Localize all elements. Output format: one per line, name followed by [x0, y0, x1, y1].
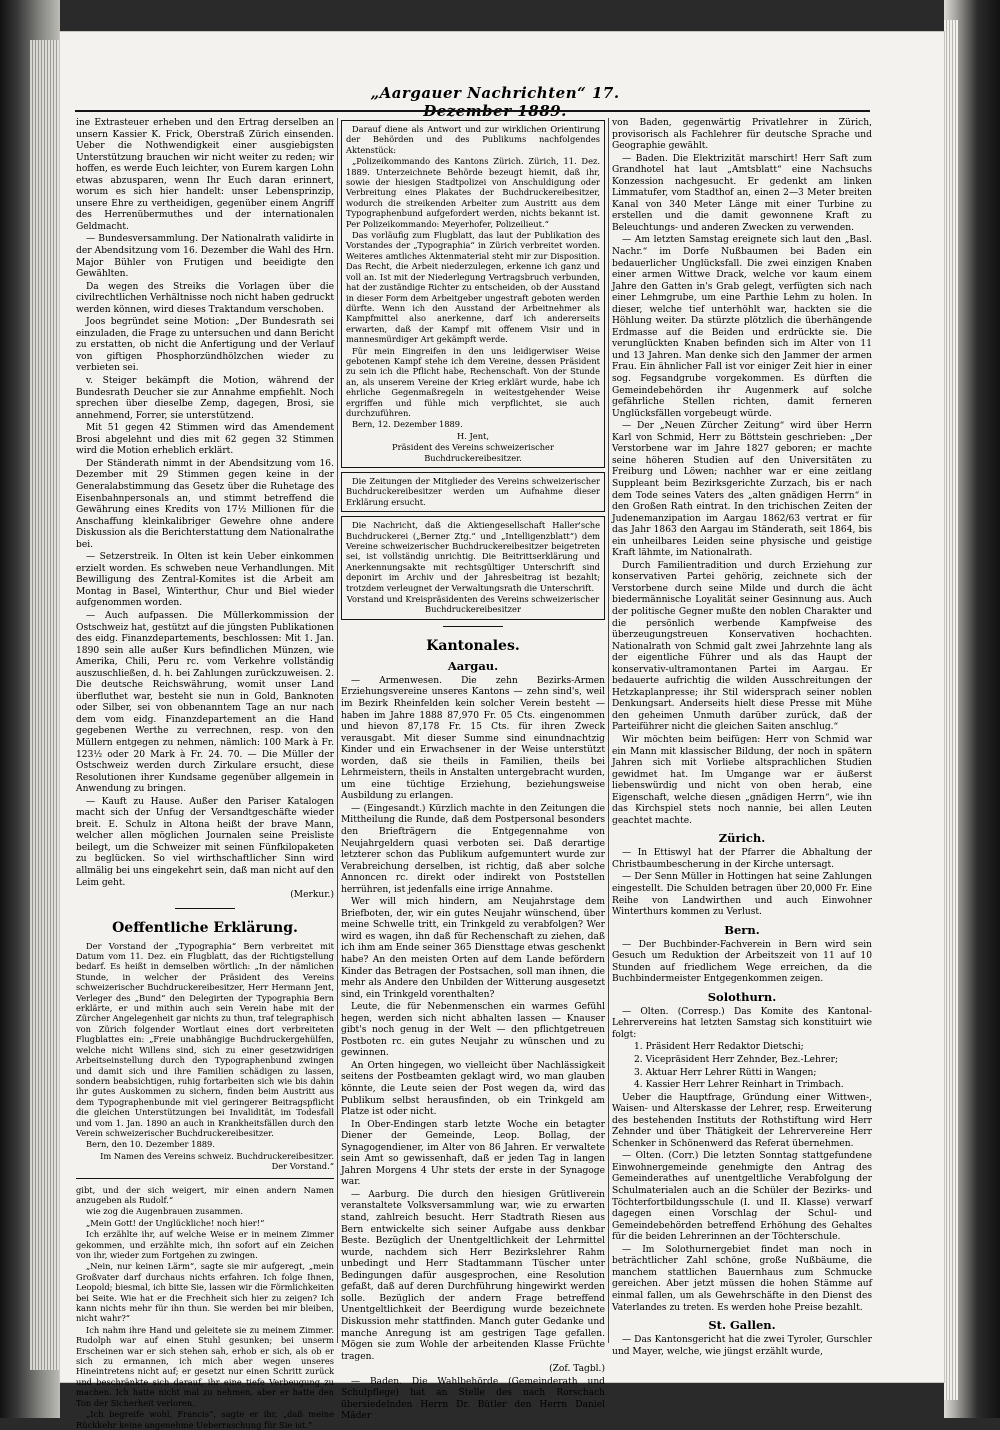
paragraph: Da wegen des Streiks die Vorlagen über die civilrechtlichen Verhältnisse noch nicht haben gedruckt werden können, wird dieses Traktandum verschoben.: [76, 281, 335, 315]
subsection-title: Solothurn.: [707, 989, 777, 1004]
paragraph: — Das Kantonsgericht hat die zwei Tyroler, Gurschler und Mayer, welche, wie jüngst erzählt wurde,: [612, 1335, 872, 1357]
column-rule-2: [608, 118, 609, 1343]
paragraph: — Armenwesen. Die zehn Bezirks-Armen Erziehungsvereine unseres Kantons — zehn sind's, weil im Bezirk Rheinfelden kein solcher Verein besteht — haben im Jahre 1888 87,970 Fr. 05 Cts. eingenommen und hievon 87,178 Fr. 15 Cts. für ihren Zweck verausgabt. Mit dieser Summe sind einundnachtzig Kinder und ein Erwachsener in der Weise unterstützt worden, daß sie theils in Familien, theils bei Lehrmeistern, theils in Anstalten untergebracht wurden, um eine tüchtige Erziehung, beziehungsweise Ausbildung zu erlangen.: [341, 675, 605, 802]
paragraph: Der Vorstand der „Typographia“ Bern verbreitet mit Datum vom 11. Dez. ein Flugblatt, das der Richtigstellung bedarf. Es heißt in demselben wörtlich: „In der nämlichen Stunde, in welcher der Präsident des Vereins schweizerischer Buchdruckereibesitzer, Herr Hermann Jent, Verleger des „Bund“ den Delegirten der Typographia Bern erklärte, er und mithin auch sein Verein habe mit der Zürcher Angelegenheit gar nichts zu thun, traf telegraphisch von Zürich folgender Wortlaut eines dort verbreiteten Flugblattes ein: „Freie unabhängige Buchdruckergehülfen, welche nicht Willens sind, sich zu einer gesetzwidrigen Arbeitseinstellung durch den Typographenbund zwingen und damit sich und ihre Familien schädigen zu lassen, sondern beabsichtigen, ruhig fortarbeiten sich wie bis dahin ihr gutes Auskommen zu sichern, finden beim Austritt aus dem Typographenbunde mit viel geringerer Beitragspflicht die gleichen Unterstützungen bei Invalidität, im Todesfall und vom 1. Jan. 1890 an auch in Krankheitsfällen durch den Verein schweizerischer Buchdruckereibesitzer.: [76, 940, 334, 1138]
paragraph: Die Nachricht, daß die Aktiengesellschaft Haller'sche Buchdruckerei („Berner Ztg.“ und „Intelligenzblatt“) dem Vereine schweizerischer Buchdruckereibesitzer beigetreten sei, ist vollständig unrichtig. Die Beitrittserklärung und Anerkennungsakte mit rechtsgültiger Unterschrift sind deponirt im Archiv und der Jahresbeitrag ist bezahlt; trotzdem verleugnet der Verwaltungsrath die Unterschrift.: [346, 520, 600, 593]
paragraph: von Baden, gegenwärtig Privatlehrer in Zürich, provisorisch als Fachlehrer für deutsche Sprache und Geographie gewählt.: [612, 118, 872, 152]
feuilleton-paragraph: „Mein Gott! der Unglückliche! noch hier!“: [86, 1217, 265, 1228]
list-item: 1. Präsident Herr Redaktor Dietschi;: [634, 1042, 804, 1053]
paragraph: An Orten hingegen, wo vielleicht über Nachlässigkeit seitens der Postbeamten geklagt wird, wo man glauben könnte, die Leute seien der Post wegen da, wird das Publikum selbst herausfinden, ob ein Trinkgeld am Platze ist oder nicht.: [341, 1060, 605, 1118]
paragraph: Der Ständerath nimmt in der Abendsitzung vom 16. Dezember mit 29 Stimmen gegen keine in der Generalabstimmung das Gesetz über die Ruhetage des Eisenbahnpersonals an, und stimmt betreffend die Gewährung eines Kredits von 17½ Millionen für die Anschaffung kleinkalibriger Gewehre ohne andere Diskussion als die Berichterstattung dem Nationalrathe bei.: [76, 458, 334, 550]
feuilleton-paragraph: wie zog die Augenbrauen zusammen.: [86, 1206, 244, 1217]
section-divider: [175, 908, 235, 909]
section-title: Oeffentliche Erklärung.: [112, 919, 298, 936]
paragraph: Darauf diene als Antwort und zur wirklichen Orientirung der Behörden und des Publikums nachfolgendes Aktenstück:: [346, 124, 600, 155]
paragraph: — Kauft zu Hause. Außer den Pariser Katalogen macht sich der Unfug der Versandtgeschäfte wieder breit. E. Schulz in Altona heißt der brave Mann, welcher allen möglichen Journalen seine Preisliste beilegt, um die Schweizer mit seinen Fünfkilopaketen zu beglücken. So viel wirthschaftlicher Sinn wird allmälig bei uns eingekehrt sein, daß man nicht auf den Leim geht.: [76, 796, 334, 888]
list-item: 3. Aktuar Herr Lehrer Rütti in Wangen;: [634, 1067, 817, 1078]
signature: Vorstand und Kreispräsidenten des Vereins schweizerischer Buchdruckereibesitzer: [346, 594, 600, 615]
paragraph: „Polizeikommando des Kantons Zürich. Zürich, 11. Dez. 1889. Unterzeichnete Behörde bezeugt hiemit, daß ihr, sowie der hiesigen Stadtpolizei von Anschuldigung oder Verbreitung eines Plakates der Buchdruckereibesitzer, wodurch die streikenden Arbeiter zum Austritt aus dem Typographenbund aufgefordert werden, nichts bekannt ist. Per Polizeikommando: Meyerhofer, Polizeilieut.“: [346, 156, 600, 229]
notice-box: [341, 472, 605, 512]
column-2: [341, 118, 605, 1422]
book-binding-right: [944, 0, 1000, 1418]
paragraph: Das vorläufig zum Flugblatt, das laut der Publikation des Vorstandes der „Typographia“ in Zürich verbreitet worden. Weiteres amtliches Aktenmaterial steht mir zur Disposition. Das Recht, die Arbeit niederzulegen, erkenne ich ganz und voll an. Ist mit der Niederlegung Vertragsbruch verbunden, hat der zuständige Richter zu entscheiden, ob der Ausstand in dieser Form dem Arbeitgeber ungestraft geboten werden dürfte. Wenn ich den Ausstand der Arbeitnehmer als Kampfmittel also anerkenne, darf ich andererseits erwarten, daß der Kampf mit offenem Visir und in mannesmürdiger Art gekämpft werde.: [346, 230, 600, 345]
paragraph: — Der „Neuen Zürcher Zeitung“ wird über Herrn Karl von Schmid, Herr zu Böttstein geschrieben: „Der Verstorbene war im Jahre 1827 geboren; er machte seine höheren Studien auf den Universitäten zu Freiburg und Löwen; nachher war er eine zeitlang Suppleant beim Bezirksgerichte Zurzach, bis er nach dem Tode seines Vaters des „alten gnädigen Herrn“ in den Großen Rath eintrat. In den trichischen Zeiten der Judenemanzipation im Aargau 1862/63 vertrat er für das Jahr 1863 den Aargau im Ständerath, seit 1864, bis ein unheilbares Leiden seine physische und geistige Kraft lähmte, im Nationalrath.: [612, 421, 872, 559]
page-header: „Aargauer Nachrichten“ 17. Dezember 1889.: [370, 84, 620, 120]
feuilleton-paragraph: Ich erzählte ihr, auf welche Weise er in meinem Zimmer gekommen, und erzählte mich, ihn sofort auf ein Zeichen von ihr, wieder zum Fortgehen zu zwingen.: [76, 1229, 334, 1261]
paragraph: — Olten. (Corresp.) Das Komite des Kantonal-Lehrervereins hat letzten Samstag sich konstituirt wie folgt:: [612, 1006, 872, 1040]
page-stack-right: [944, 20, 958, 1400]
paragraph: — Setzerstreik. In Olten ist kein Ueber einkommen erzielt worden. Es schweben neue Verhandlungen. Mit Bewilligung des Zentral-Komites ist die Arbeit am Montag in Basel, Winterthur, Chur und Biel wieder aufgenommen worden.: [76, 552, 334, 609]
paragraph: — Olten. (Corr.) Die letzten Sonntag stattgefundene Einwohnergemeinde genehmigte den Antrag des Gemeinderathes auf unentgeltliche Verabfolgung der Schulmaterialen auch an die Schüler der Bezirks- und Töchterfortbildungsschule (I. und II. Klasse) verwarf dagegen einen Vorschlag der Schul- und Gemeindebehörden betreffend Erhöhung des Gehaltes für die beiden Lehrerinnen an der Töchterschule.: [612, 1151, 872, 1243]
paragraph: — Am letzten Samstag ereignete sich laut den „Basl. Nachr.“ im Dorfe Nußbaumen bei Baden ein bedauerlicher Unglücksfall. Die zwei einzigen Knaben einer armen Wittwe Drack, welche vor kaum einem Jahre den Gatten in's Grab gelegt, verfügten sich nach einer Lehmgrube, um eine Parthie Lehm zu holen. In dieser, welche tief unterhöhlt war, hackten sie die Höhlung weiter. Da stürzte plötzlich die überhängende Erdmasse auf die Beiden und erdrückte sie. Die verunglückten Knaben befinden sich im Alter von 11 und 13 Jahren. Man denke sich den Jammer der armen Frau. Ein ähnlicher Fall ist vor einiger Zeit hier in einer sog. Fegsandgrube vorgekommen. Es dürften die Gemeindebehörden ihr Augenmerk auf solche gefährliche Stellen richten, damit ferneren Unglücksfällen vorgebeugt würde.: [612, 235, 872, 419]
paragraph: Mit 51 gegen 42 Stimmen wird das Amendement Brosi abgelehnt und dies mit 62 gegen 32 Stimmen wird die Motion erheblich erklärt.: [76, 423, 334, 457]
feuilleton-paragraph: Ich nahm ihre Hand und geleitete sie zu meinem Zimmer. Rudolph war auf einen Stuhl gesunken; bei unserm Erscheinen war er sich stehen sah, erhob er sich, als ob er sich zu ermannen, ich mich aber wegen unseres Hineintretens nicht auf; er gesetzt nur einen Schritt zurück und beschränkte sich darauf, ihr eine tiefe Verbeugung zu machen. Ich hatte nicht mal zu nehmen, aber er hatte den Ton der Sicherheit verloren.: [76, 1324, 334, 1408]
feuilleton-rule: [76, 1178, 334, 1179]
signature: H. Jent,: [456, 430, 490, 441]
paragraph: — (Eingesandt.) Kürzlich machte in den Zeitungen die Mittheilung die Runde, daß dem Postpersonal besonders den Briefträgern die Entgegennahme von Neujahrgeldern quasi verboten sei. Daß derartige letzterer schon das Publikum aufgemuntert wurde zur Verabreichung derselben, ist richtig, daß aber solche Annoncen rc. direkt oder indirekt von Poststellen herrühren, ist jedenfalls eine irrige Annahme.: [341, 803, 605, 895]
page-stack-left: [30, 40, 60, 1370]
paragraph: — Aarburg. Die durch den hiesigen Grütliverein veranstaltete Volksversammlung war, wie zu erwarten stand, zahlreich besucht. Herr Stadtrath Riesen aus Bern entwickelte sich seiner Aufgabe auss denkbar Beste. Bezüglich der Unentgeltlichkeit der Lehrmittel wurde, nachdem sich Herr Bezirkslehrer Rahm unbedingt und Herr Stadtammann Tüscher unter Bedingungen dafür ausgesprochen, eine Resolution gefaßt, daß auf deren Durchführung hingewirkt werden solle. Bezüglich der andern Frage betreffend Unentgeltlichkeit der Beerdigung wurde bezeichnete Diskussion mehr stattfinden. Manch guter Gedanke und manche Anregung ist am gestrigen Tage gefallen. Mögen sie zum Wohle der arbeitenden Klasse Früchte tragen.: [341, 1189, 605, 1362]
notice-box: [341, 516, 605, 620]
paragraph: In Ober-Endingen starb letzte Woche ein betagter Diener der Gemeinde, Leop. Bollag, der Synagogendiener, im Alter von 86 Jahren. Er verwaltete sein Amt so gewissenhaft, daß er jeden Tag in langen Jahren Morgens 4 Uhr stets der erste in der Synagoge war.: [341, 1119, 605, 1188]
dateline: Bern, den 10. Dezember 1889.: [86, 1139, 215, 1150]
header-rule: [75, 110, 870, 112]
feuilleton-paragraph: „Nein, nur keinen Lärm“, sagte sie mir aufgeregt, „mein Großvater darf durchaus nichts erfahren. Ich folge Ihnen, Leopold; biesmal, ich bitte Sie, lassen wir die Förmlichkeiten bei Seite. Wie hat er die Frechheit sich hier zu zeigen? Ich kann nichts mehr für ihn thun. Sie werden bei mir bleiben, nicht wahr?“: [76, 1261, 334, 1324]
signature: Im Namen des Vereins schweiz. Buchdruckereibesitzer. Der Vorstand.“: [100, 1150, 334, 1172]
subsection-title: Aargau.: [447, 658, 499, 673]
section-divider: [443, 626, 503, 627]
paragraph: — Der Senn Müller in Hottingen hat seine Zahlungen eingestellt. Die Schulden betragen über 20,000 Fr. Eine Reihe von Landwirthen und auch Einwohner Winterthurs kommen zu Verlust.: [612, 872, 872, 918]
book-binding-left: [0, 0, 60, 1418]
paragraph: — Im Solothurnergebiet findet man noch in beträchtlicher Zahl schöne, große Nußbäume, die manchem stattlichen Bauernhaus zum Schmucke gereichen. Aber jetzt müssen die hohen Stämme auf einmal fallen, um als Gewehrschäfte in den Dienst des Vaterlandes zu treten. Es werden hohe Preise bezahlt.: [612, 1244, 872, 1313]
paragraph: — Auch aufpassen. Die Müllerkommission der Ostschweiz hat, gestützt auf die jüngsten Publikationen des eidg. Finanzdepartements, beschlossen: Mit 1. Jan. 1890 sein alle außer Kurs befindlichen Münzen, wie Amerika, Chili, Peru rc. vom Verkehre vollständig auszuschließen, d. h. bei Zahlungen zurückzuweisen. 2. Die deutsche Reichswährung, womit unser Land überfluthet war, besteht sie nun in Gold, Banknoten oder Silber, sei von obbenanntem Tage an nur nach dem vom eidg. Finanzdepartement an die Hand gegebenen Werthe zu verrechnen, resp. von den Müllern entgegen zu nehmen, nämlich: 100 Mark à Fr. 123½ oder 20 Mark à Fr. 24. 70. — Die Müller der Ostschweiz werden durch Zirkulare ersucht, diese Resolutionen ihrer Kundsame gegenüber allgemein in Anwendung zu bringen.: [76, 610, 334, 795]
list-item: 2. Vicepräsident Herr Zehnder, Bez.-Lehrer;: [634, 1055, 839, 1066]
signature-title: Präsident des Vereins schweizerischer Buchdruckereibesitzer.: [392, 442, 554, 463]
paragraph: Für mein Eingreifen in den uns leidigerwiser Weise gebotenen Kampf stehe ich dem Vereine, dessen Präsident zu sein ich die Pflicht habe, Rechenschaft. Von der Stunde an, als unserem Vereine der Krieg erklärt wurde, habe ich ehrliche Gegenmaßregeln in weitestgehender Weise ergriffen und fühle mich verpflichtet, sie auch durchzuführen.: [346, 345, 600, 418]
paragraph: ine Extrasteuer erheben und den Ertrag derselben an unsern Kassier K. Frick, Oberstraß Zürich einsenden. Ueber die Nothwendigkeit einer ausgiebigsten Unterstützung brauchen wir nicht weiter zu reden; wir hoffen, es werde Euch leichter, von Eurem kargen Lohn etwas abzusparen, wenn Ihr Euch daran erinnert, worum es sich hier handelt: unser Lebensprinzip, unsere Ehre zu vertheidigen, gegenüber einem Angriff des Herrenübermuthes und der internationalen Geldmacht.: [76, 118, 334, 232]
column-rule-1: [337, 118, 338, 1343]
paragraph: — Baden. Die Elektrizität marschirt! Herr Saft zum Grandhotel hat laut „Amtsblatt“ eine Nachsuchs Konzession nachgesucht. Er gedenkt am linken Limmatufer, vom Stadthof an, einen 2—3 Meter breiten Kanal von 340 Meter Länge mit einer Turbine zu erstellen und die damit gewonnene Kraft zu Beleuchtungs- und anderen Zwecken zu verwenden.: [612, 153, 872, 233]
paragraph: Wer will mich hindern, am Neujahrstage dem Briefboten, der, wir ein gutes Neujahr wünschend, über meine Schwelle tritt, ein Trinkgeld zu verabfolgen? Wer wird es wagen, ihn daß für Rechenschaft zu ziehen, daß ich ihm am Ende seiner 365 Diensttage etwas geschenkt habe? An den meisten Orten auf dem Lande befördern Kinder das Betragen der Postsachen, soll man ihnen, die mehr als Andere den Unbilden der Witterung ausgesetzt sind, ein Trinkgeld vorenthalten?: [341, 897, 605, 1000]
paragraph: Leute, die für Nebenmenschen ein warmes Gefühl hegen, werden sich nicht abhalten lassen — Knauser gibt's noch genug in der Welt — den pflichtgetreuen Postboten rc. ein gutes Neujahr zu wünschen und zu gewinnen.: [341, 1002, 605, 1059]
paragraph: Die Zeitungen der Mitglieder des Vereins schweizerischer Buchdruckereibesitzer werden um Aufnahme dieser Erklärung ersucht.: [346, 476, 600, 507]
paragraph: — In Ettiswyl hat der Pfarrer die Abhaltung der Christbaumbescherung in der Kirche untersagt.: [612, 848, 872, 870]
notice-box: [341, 120, 605, 468]
column-1: [76, 118, 335, 1430]
paragraph: Ueber die Hauptfrage, Gründung einer Wittwen-, Waisen- und Alterskasse der Lehrer, resp. Erweiterung des bestehenden Instituts der Rothstiftung wird Herr Zehnder und über Thätigkeit der Lehrervereine Herr Schenker in Schönenwerd das Referat übernehmen.: [612, 1092, 872, 1149]
feuilleton-paragraph: „Ich begreife wohl, Francis“, sagte er ihr, „daß meine Rückkehr keine angenehme Ueberraschung für Sie ist.“: [76, 1409, 334, 1430]
subsection-title: St. Gallen.: [708, 1318, 776, 1333]
paragraph: Joos begründet seine Motion: „Der Bundesrath sei einzuladen, die Frage zu untersuchen und dann Bericht zu erstatten, ob nicht die Anfertigung und der Verlauf von giftigen Phosphorzündhölzchen wieder zu verbieten sei.: [76, 317, 334, 374]
source-credit: (Zof. Tagbl.): [549, 1364, 605, 1375]
paragraph: — Der Buchbinder-Fachverein in Bern wird sein Gesuch um Reduktion der Arbeitszeit von 11 auf 10 Stunden auf friedlichem Wege erreichen, da die Buchbindermeister Entgegenkommen zeigen.: [612, 939, 872, 985]
paragraph: Durch Familientradition und durch Erziehung zur konservativen Partei gehörig, zeichnete sich der Verstorbene durch seine Milde und durch die ächt biedermännische Loyalität seiner Gesinnung aus. Auch der politische Gegner mußte den noblen Charakter und die persönlich werbende Kampfweise des überzeugungstreuen Konservativen hochachten. Nationalrath von Schmid galt zwei Jahrzehnte lang als der eigentliche Führer und als das Haupt der konservativ-ultramontanen Partei im Aargau. Er bedauerte aufrichtig die wilden Ausschreitungen der Hetzkaplanpresse; ihr Stil widersprach seiner noblen Denkungsart. Anderseits hielt diese Presse mit Mühe den geheimen Unmuth darüber zurück, daß der Parteiführer nicht die gleichen Saiten anschlug.“: [612, 560, 872, 733]
column-3: [612, 118, 872, 1357]
source-credit: (Merkur.): [290, 890, 334, 901]
list-item: 4. Kassier Herr Lehrer Reinhart in Trimbach.: [634, 1080, 844, 1091]
feuilleton-paragraph: gibt, und der sich weigert, mir einen andern Namen anzugeben als Rudolf.“: [76, 1184, 334, 1205]
paragraph: v. Steiger bekämpft die Motion, während der Bundesrath Deucher sie zur Annahme empfiehlt. Noch sprechen über dieselbe Zemp, dagegen, Brosi, sie annehmend, Forrer, sie unterstützend.: [76, 376, 334, 421]
paragraph: — Baden. Die Wahlbehörde (Gemeinderath und Schulpflege) hat an Stelle des nach Rorschach übersiedelnden Herrn Dr. Bütler den Herrn Daniel Mäder: [341, 1376, 605, 1422]
paragraph: — Bundesversammlung. Der Nationalrath validirte in der Abendsitzung vom 16. Dezember die Wahl des Hrn. Major Bühler von Frutigen und beeidigte den Gewählten.: [76, 234, 334, 280]
paragraph: Wir möchten beim beifügen: Herr von Schmid war ein Mann mit klassischer Bildung, der noch in spätern Jahren sich mit Vorliebe altsprachlichen Studien gewidmet hat. Im Umgange war er äußerst liebenswürdig und nicht von oben herab, eine Eigenschaft, welche diesen „gnädigen Herrn“, wie ihn das Kirchspiel stets noch nannie, bei allen Leuten geachtet machte.: [612, 734, 872, 826]
subsection-title: Zürich.: [718, 831, 766, 846]
dateline: Bern, 12. Dezember 1889.: [352, 419, 463, 430]
subsection-title: Bern.: [724, 922, 760, 937]
section-title: Kantonales.: [426, 637, 520, 654]
